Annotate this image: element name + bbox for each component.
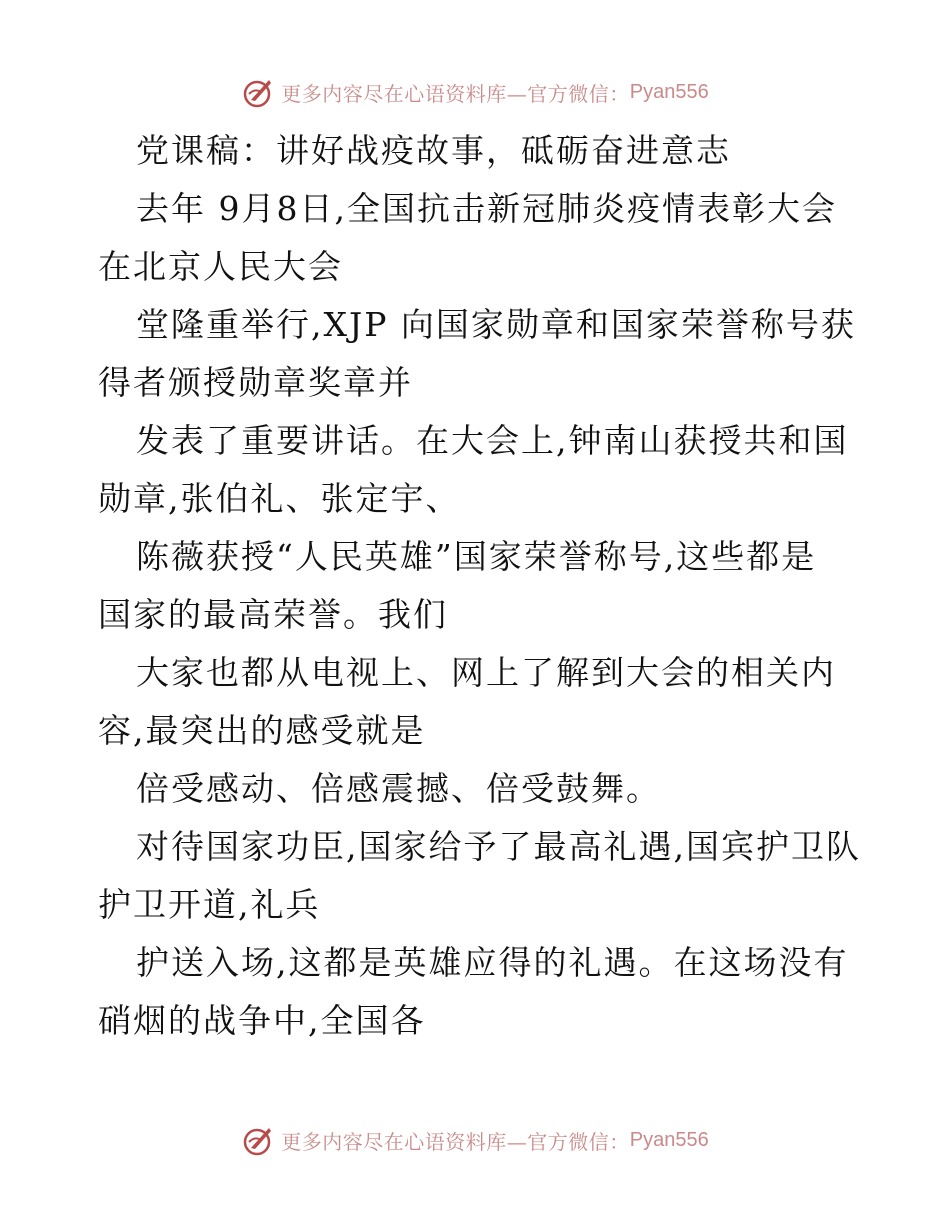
- quill-logo-icon: [241, 1122, 277, 1158]
- watermark-contact: Pyan556: [629, 80, 709, 103]
- text-line: 得者颁授勋章奖章并: [98, 363, 413, 402]
- text-line: 护卫开道,礼兵: [98, 885, 321, 924]
- text-line: 发表了重要讲话。在大会上,钟南山获授共和国: [136, 421, 849, 460]
- text-line: 护送入场,这都是英雄应得的礼遇。在这场没有: [136, 943, 849, 982]
- text-line: 在北京人民大会: [98, 247, 343, 286]
- text-line: 勋章,张伯礼、张定宇、: [98, 479, 461, 518]
- watermark-text: 更多内容尽在心语资料库—官方微信：: [281, 1129, 630, 1154]
- text-line: 容,最突出的感受就是: [98, 711, 426, 750]
- text-line: 堂隆重举行,XJP 向国家勋章和国家荣誉称号获: [136, 305, 856, 344]
- text-line: 倍受感动、倍感震撼、倍受鼓舞。: [136, 769, 661, 808]
- document-body: [98, 122, 861, 1050]
- watermark-contact: Pyan556: [629, 1128, 709, 1151]
- watermark-text: 更多内容尽在心语资料库—官方微信：: [281, 81, 630, 106]
- footer-watermark: [0, 1120, 950, 1160]
- header-watermark: [0, 72, 950, 112]
- text-line: 国家的最高荣誉。我们: [98, 595, 448, 634]
- text-line: 对待国家功臣,国家给予了最高礼遇,国宾护卫队: [136, 827, 861, 866]
- text-line: 大家也都从电视上、网上了解到大会的相关内: [136, 653, 836, 692]
- text-line: 硝烟的战争中,全国各: [98, 1001, 426, 1040]
- quill-logo-icon: [241, 74, 277, 110]
- text-line: 陈薇获授“人民英雄”国家荣誉称号,这些都是: [136, 537, 817, 576]
- text-line: 去年 9月8日,全国抗击新冠肺炎疫情表彰大会: [136, 189, 837, 228]
- text-line: 党课稿：讲好战疫故事，砥砺奋进意志: [136, 131, 731, 170]
